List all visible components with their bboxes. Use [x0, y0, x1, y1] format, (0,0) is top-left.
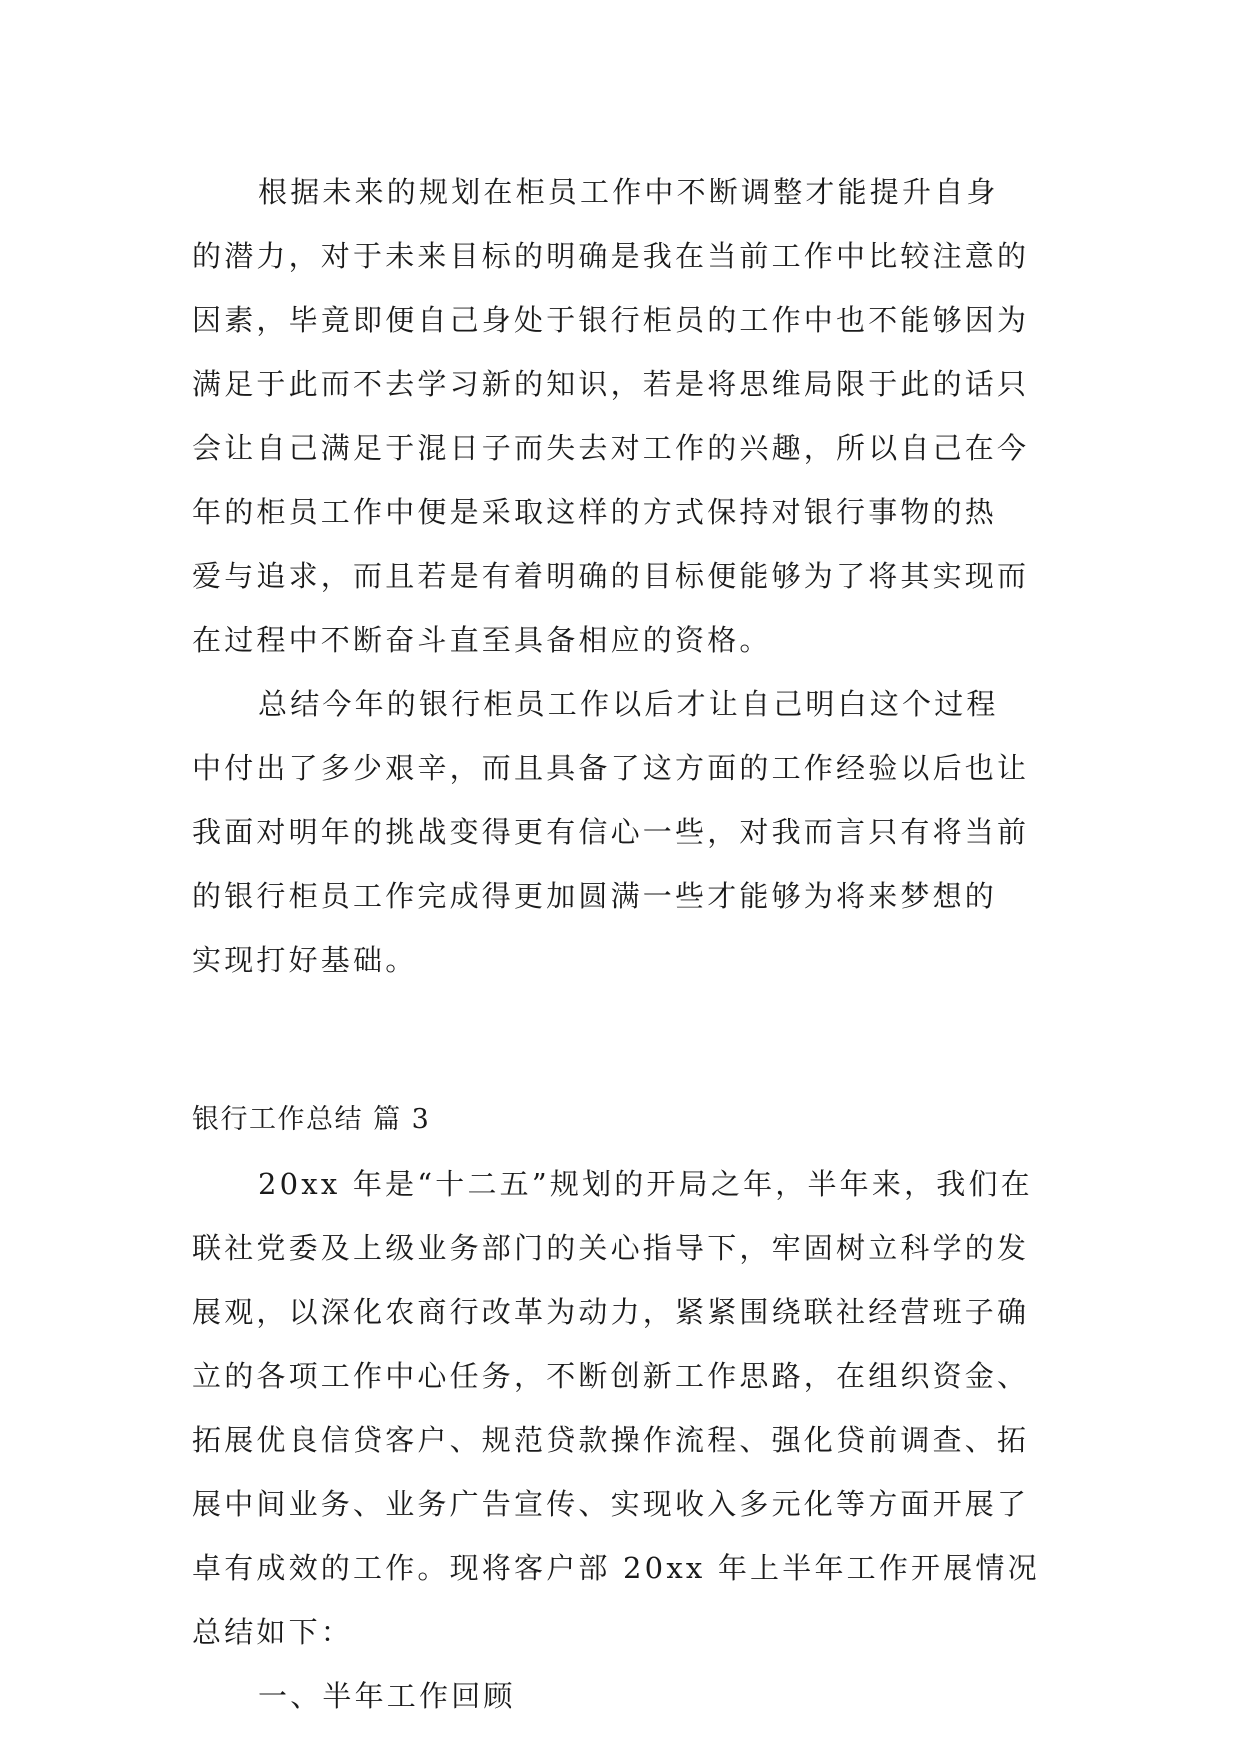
section-heading: 银行工作总结 篇 3: [192, 1104, 431, 1135]
paragraph-line: 20xx 年是“十二五”规划的开局之年，半年来，我们在: [258, 1167, 1033, 1201]
subheading: 一、半年工作回顾: [258, 1679, 516, 1713]
paragraph-2: [192, 672, 1052, 992]
paragraph-line: 会让自己满足于混日子而失去对工作的兴趣，所以自己在今: [192, 431, 1030, 465]
paragraph-line: 的潜力，对于未来目标的明确是我在当前工作中比较注意的: [192, 239, 1030, 273]
paragraph-line: 根据未来的规划在柜员工作中不断调整才能提升自身: [258, 175, 999, 209]
paragraph-line: 我面对明年的挑战变得更有信心一些，对我而言只有将当前: [192, 815, 1030, 849]
paragraph-line: 中付出了多少艰辛，而且具备了这方面的工作经验以后也让: [192, 751, 1030, 785]
section-spacer: [192, 992, 1052, 1088]
paragraph-line: 总结今年的银行柜员工作以后才让自己明白这个过程: [258, 687, 999, 721]
paragraph-line: 年的柜员工作中便是采取这样的方式保持对银行事物的热: [192, 495, 998, 529]
paragraph-line: 满足于此而不去学习新的知识，若是将思维局限于此的话只: [192, 367, 1030, 401]
paragraph-line: 总结如下：: [192, 1615, 354, 1649]
paragraph-line: 展中间业务、业务广告宣传、实现收入多元化等方面开展了: [192, 1487, 1030, 1521]
paragraph-line: 的银行柜员工作完成得更加圆满一些才能够为将来梦想的: [192, 879, 998, 913]
paragraph-line: 联社党委及上级业务部门的关心指导下，牢固树立科学的发: [192, 1231, 1030, 1265]
document-body: [192, 160, 1052, 1728]
paragraph-1: [192, 160, 1052, 672]
paragraph-line: 实现打好基础。: [192, 943, 418, 977]
paragraph-line: 立的各项工作中心任务，不断创新工作思路，在组织资金、: [192, 1359, 1030, 1393]
paragraph-line: 卓有成效的工作。现将客户部 20xx 年上半年工作开展情况: [192, 1551, 1040, 1585]
paragraph-line: 因素，毕竟即便自己身处于银行柜员的工作中也不能够因为: [192, 303, 1030, 337]
paragraph-line: 爱与追求，而且若是有着明确的目标便能够为了将其实现而: [192, 559, 1030, 593]
paragraph-3: [192, 1152, 1052, 1664]
paragraph-line: 展观，以深化农商行改革为动力，紧紧围绕联社经营班子确: [192, 1295, 1030, 1329]
paragraph-line: 在过程中不断奋斗直至具备相应的资格。: [192, 623, 772, 657]
paragraph-line: 拓展优良信贷客户、规范贷款操作流程、强化贷前调查、拓: [192, 1423, 1030, 1457]
